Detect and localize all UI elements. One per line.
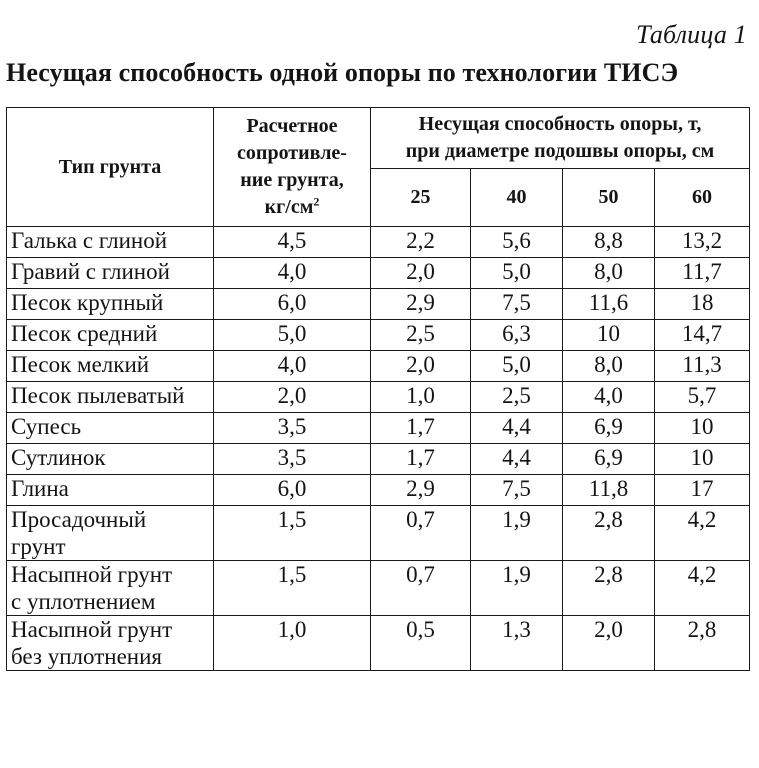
cell-soil-line2: без уплотнения bbox=[11, 644, 162, 669]
cell-capacity-40: 5,6 bbox=[471, 227, 563, 258]
header-resistance-line2: сопротивле- bbox=[237, 142, 347, 164]
cell-capacity-50: 2,8 bbox=[563, 506, 655, 561]
cell-resistance: 2,0 bbox=[214, 382, 371, 413]
cell-capacity-40: 5,0 bbox=[471, 258, 563, 289]
header-capacity bbox=[371, 108, 750, 169]
table-row bbox=[7, 506, 750, 561]
cell-capacity-25: 0,7 bbox=[371, 506, 471, 561]
cell-resistance: 1,5 bbox=[214, 561, 371, 616]
cell-soil-line1: Насыпной грунт bbox=[11, 617, 173, 642]
header-diameter-50: 50 bbox=[563, 169, 655, 227]
cell-soil: Глина bbox=[7, 475, 214, 506]
cell-soil: Песок крупный bbox=[7, 289, 214, 320]
cell-capacity-25: 0,7 bbox=[371, 561, 471, 616]
table-row bbox=[7, 444, 750, 475]
table-title: Несущая способность одной опоры по технологии ТИСЭ bbox=[6, 58, 679, 87]
cell-resistance: 1,0 bbox=[214, 616, 371, 671]
table-row bbox=[7, 413, 750, 444]
cell-capacity-25: 2,9 bbox=[371, 289, 471, 320]
cell-resistance: 4,0 bbox=[214, 258, 371, 289]
header-capacity-line1: Несущая способность опоры, т, bbox=[418, 113, 702, 135]
cell-resistance: 4,0 bbox=[214, 351, 371, 382]
table-row bbox=[7, 475, 750, 506]
cell-resistance: 1,5 bbox=[214, 506, 371, 561]
header-resistance-unit-sup: 2 bbox=[313, 194, 320, 209]
cell-capacity-50: 2,8 bbox=[563, 561, 655, 616]
cell-soil-line2: грунт bbox=[11, 534, 66, 559]
table-row bbox=[7, 289, 750, 320]
cell-soil-line2: с уплотнением bbox=[11, 589, 156, 614]
header-capacity-line2: при диаметре подошвы опоры, см bbox=[405, 140, 715, 162]
header-row-1 bbox=[7, 108, 750, 169]
header-diameter-60: 60 bbox=[655, 169, 750, 227]
cell-soil: Гравий с глиной bbox=[7, 258, 214, 289]
bearing-capacity-table bbox=[6, 107, 750, 671]
cell-capacity-60: 11,3 bbox=[655, 351, 750, 382]
cell-soil: Песок средний bbox=[7, 320, 214, 351]
cell-capacity-60: 17 bbox=[655, 475, 750, 506]
header-resistance-line3: ние грунта, bbox=[240, 169, 344, 191]
cell-capacity-50: 10 bbox=[563, 320, 655, 351]
cell-capacity-50: 2,0 bbox=[563, 616, 655, 671]
cell-soil-line1: Просадочный bbox=[11, 507, 147, 532]
cell-capacity-60: 13,2 bbox=[655, 227, 750, 258]
cell-capacity-25: 0,5 bbox=[371, 616, 471, 671]
cell-capacity-40: 6,3 bbox=[471, 320, 563, 351]
cell-capacity-50: 8,0 bbox=[563, 351, 655, 382]
cell-capacity-40: 7,5 bbox=[471, 289, 563, 320]
cell-capacity-60: 10 bbox=[655, 444, 750, 475]
header-soil-type: Тип грунта bbox=[7, 108, 214, 227]
cell-capacity-40: 4,4 bbox=[471, 413, 563, 444]
cell-capacity-60: 14,7 bbox=[655, 320, 750, 351]
cell-soil-line1: Насыпной грунт bbox=[11, 562, 173, 587]
table-row bbox=[7, 561, 750, 616]
cell-soil: Песок мелкий bbox=[7, 351, 214, 382]
cell-capacity-25: 2,5 bbox=[371, 320, 471, 351]
cell-resistance: 4,5 bbox=[214, 227, 371, 258]
table-row bbox=[7, 616, 750, 671]
table-row bbox=[7, 258, 750, 289]
table-row bbox=[7, 227, 750, 258]
cell-resistance: 6,0 bbox=[214, 289, 371, 320]
cell-capacity-40: 1,9 bbox=[471, 561, 563, 616]
cell-capacity-40: 1,9 bbox=[471, 506, 563, 561]
cell-capacity-60: 10 bbox=[655, 413, 750, 444]
cell-soil: Песок пылеватый bbox=[7, 382, 214, 413]
table-row bbox=[7, 351, 750, 382]
cell-capacity-40: 5,0 bbox=[471, 351, 563, 382]
cell-capacity-60: 4,2 bbox=[655, 561, 750, 616]
cell-capacity-60: 2,8 bbox=[655, 616, 750, 671]
cell-capacity-40: 2,5 bbox=[471, 382, 563, 413]
cell-soil: Сутлинок bbox=[7, 444, 214, 475]
cell-capacity-60: 18 bbox=[655, 289, 750, 320]
table-row bbox=[7, 320, 750, 351]
cell-capacity-25: 2,9 bbox=[371, 475, 471, 506]
header-resistance bbox=[214, 108, 371, 227]
header-diameter-25: 25 bbox=[371, 169, 471, 227]
cell-capacity-25: 2,0 bbox=[371, 351, 471, 382]
cell-capacity-40: 1,3 bbox=[471, 616, 563, 671]
cell-capacity-50: 6,9 bbox=[563, 413, 655, 444]
cell-resistance: 3,5 bbox=[214, 413, 371, 444]
cell-capacity-25: 2,2 bbox=[371, 227, 471, 258]
cell-capacity-50: 4,0 bbox=[563, 382, 655, 413]
cell-resistance: 5,0 bbox=[214, 320, 371, 351]
cell-soil: Супесь bbox=[7, 413, 214, 444]
cell-capacity-25: 2,0 bbox=[371, 258, 471, 289]
cell-capacity-40: 7,5 bbox=[471, 475, 563, 506]
cell-capacity-50: 8,0 bbox=[563, 258, 655, 289]
cell-resistance: 3,5 bbox=[214, 444, 371, 475]
cell-soil bbox=[7, 506, 214, 561]
cell-capacity-60: 5,7 bbox=[655, 382, 750, 413]
cell-capacity-40: 4,4 bbox=[471, 444, 563, 475]
cell-soil: Галька с глиной bbox=[7, 227, 214, 258]
cell-capacity-50: 8,8 bbox=[563, 227, 655, 258]
header-resistance-unit: кг/см bbox=[264, 196, 314, 218]
cell-capacity-50: 6,9 bbox=[563, 444, 655, 475]
cell-capacity-25: 1,7 bbox=[371, 444, 471, 475]
header-diameter-40: 40 bbox=[471, 169, 563, 227]
cell-capacity-25: 1,0 bbox=[371, 382, 471, 413]
cell-resistance: 6,0 bbox=[214, 475, 371, 506]
header-resistance-line1: Расчетное bbox=[246, 115, 338, 137]
cell-capacity-60: 11,7 bbox=[655, 258, 750, 289]
table-row bbox=[7, 382, 750, 413]
table-caption: Таблица 1 bbox=[636, 20, 747, 49]
cell-capacity-50: 11,8 bbox=[563, 475, 655, 506]
cell-capacity-60: 4,2 bbox=[655, 506, 750, 561]
cell-capacity-25: 1,7 bbox=[371, 413, 471, 444]
cell-soil bbox=[7, 561, 214, 616]
cell-capacity-50: 11,6 bbox=[563, 289, 655, 320]
cell-soil bbox=[7, 616, 214, 671]
